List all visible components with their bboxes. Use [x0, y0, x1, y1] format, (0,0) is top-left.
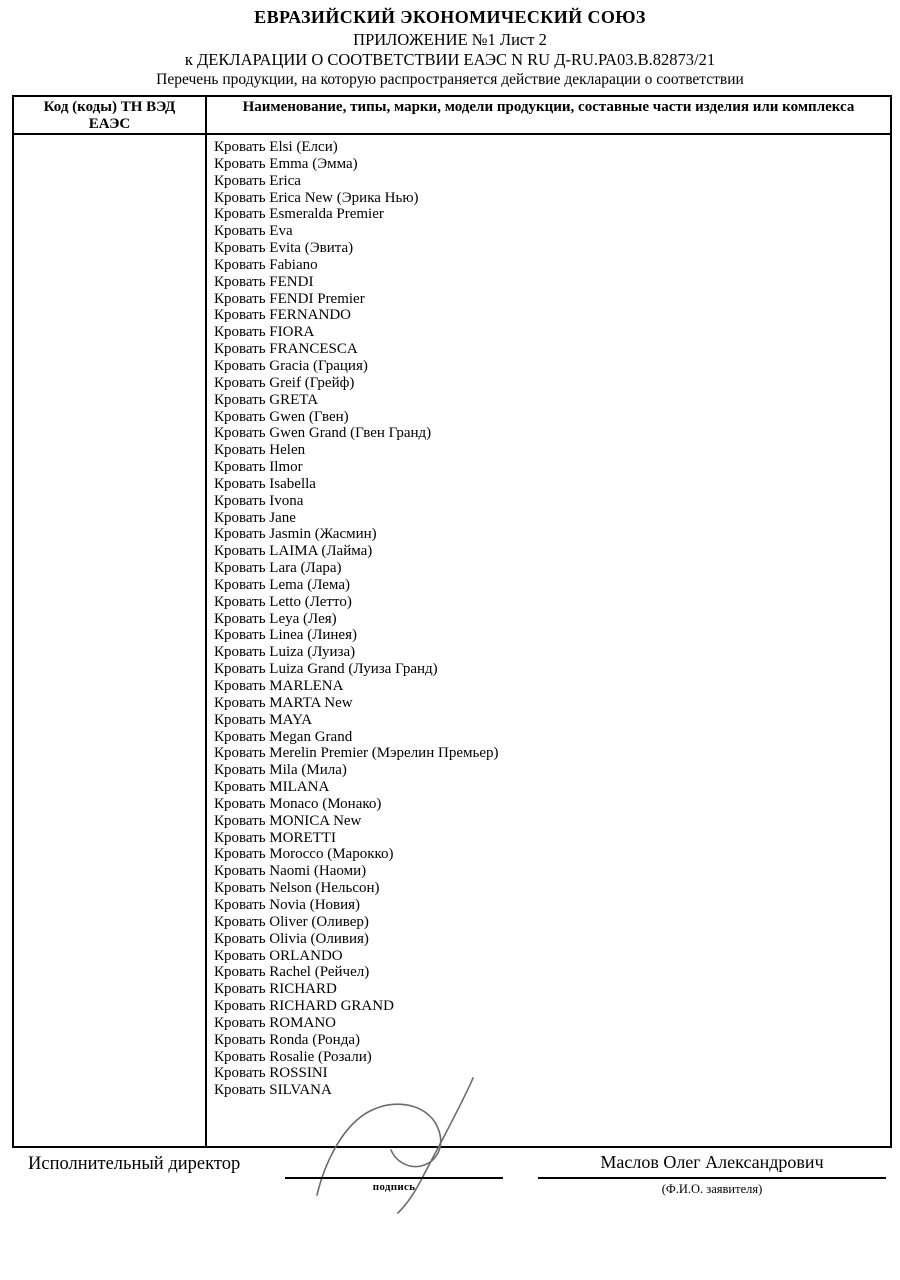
product-line: Кровать ROMANO	[214, 1014, 336, 1031]
signatory-position: Исполнительный директор	[28, 1154, 241, 1174]
col-header-name: Наименование, типы, марки, модели продукции, составные части изделия или комплекса	[242, 99, 855, 115]
product-line: Кровать FERNANDO	[214, 307, 351, 324]
product-line: Кровать Helen	[214, 442, 306, 459]
product-line: Кровать Monaco (Монако)	[214, 795, 382, 812]
product-line: Кровать Esmeralda Premier	[214, 206, 384, 223]
product-line: Кровать ORLANDO	[214, 947, 343, 964]
product-line: Кровать Erica	[214, 172, 301, 189]
product-line: Кровать ROSSINI	[214, 1065, 328, 1082]
product-line: Кровать Ivona	[214, 492, 304, 509]
product-line: Кровать RICHARD GRAND	[214, 998, 394, 1015]
appendix-title: ПРИЛОЖЕНИЕ №1 Лист 2	[353, 30, 547, 49]
signature-block	[285, 1177, 503, 1193]
col-header-code: Код (коды) ТН ВЭД ЕАЭС	[14, 97, 207, 133]
union-title: ЕВРАЗИЙСКИЙ ЭКОНОМИЧЕСКИЙ СОЮЗ	[254, 7, 646, 27]
product-line: Кровать Elsi (Елси)	[214, 139, 338, 155]
name-cell	[207, 135, 890, 1146]
applicant-name-caption: (Ф.И.О. заявителя)	[661, 1182, 763, 1196]
product-line: Кровать Lara (Лара)	[214, 560, 342, 577]
product-line: Кровать GRETA	[214, 391, 319, 408]
product-line: Кровать Rosalie (Розали)	[214, 1048, 372, 1065]
product-line: Кровать FIORA	[214, 324, 315, 341]
product-line: Кровать MARLENA	[214, 678, 344, 694]
product-line: Кровать Letto (Летто)	[214, 593, 352, 610]
product-line: Кровать Isabella	[214, 475, 316, 492]
product-line: Кровать LAIMA (Лайма)	[214, 543, 373, 560]
product-line: Кровать Novia (Новия)	[214, 896, 361, 913]
product-line: Кровать Olivia (Оливия)	[214, 930, 369, 947]
product-line: Кровать Luiza Grand (Луиза Гранд)	[214, 661, 438, 678]
product-line: Кровать SILVANA	[214, 1082, 332, 1099]
applicant-block	[538, 1151, 886, 1197]
signature-line	[285, 1177, 503, 1179]
product-line: Кровать Luiza (Луиза)	[214, 644, 356, 661]
product-line: Кровать Mila (Мила)	[214, 762, 347, 779]
document-header	[0, 6, 900, 90]
product-line: Кровать Linea (Линея)	[214, 627, 357, 644]
list-description: Перечень продукции, на которую распространяется действие декларации о соответствии	[156, 71, 744, 88]
code-cell	[14, 135, 207, 1146]
product-line: Кровать Evita (Эвита)	[214, 240, 354, 257]
product-line: Кровать FRANCESCA	[214, 341, 358, 358]
product-line: Кровать Merelin Premier (Мэрелин Премьер)	[214, 745, 499, 762]
product-line: Кровать Erica New (Эрика Нью)	[214, 189, 419, 206]
applicant-name-line	[538, 1177, 886, 1179]
product-line: Кровать Greif (Грейф)	[214, 374, 355, 391]
product-line: Кровать Emma (Эмма)	[214, 155, 358, 172]
product-line: Кровать FENDI	[214, 273, 314, 290]
product-line: Кровать Morocco (Марокко)	[214, 846, 394, 863]
product-line: Кровать MAYA	[214, 711, 313, 728]
table-body-row	[14, 135, 890, 1146]
product-line: Кровать MILANA	[214, 779, 330, 796]
product-line: Кровать Megan Grand	[214, 728, 353, 745]
product-list	[207, 135, 890, 1099]
product-line: Кровать Gracia (Грация)	[214, 357, 368, 374]
applicant-name: Маслов Олег Александрович	[600, 1152, 824, 1172]
product-line: Кровать Jane	[214, 509, 296, 526]
products-table	[12, 95, 892, 1148]
product-line: Кровать MARTA New	[214, 694, 353, 711]
product-line: Кровать Leya (Лея)	[214, 610, 337, 627]
product-line: Кровать RICHARD	[214, 981, 337, 998]
product-line: Кровать Nelson (Нельсон)	[214, 880, 380, 897]
product-line: Кровать Fabiano	[214, 256, 318, 273]
product-line: Кровать Eva	[214, 223, 293, 240]
product-line: Кровать Jasmin (Жасмин)	[214, 526, 377, 543]
product-line: Кровать Naomi (Наоми)	[214, 863, 367, 880]
product-line: Кровать Rachel (Рейчел)	[214, 964, 370, 981]
declaration-number: к ДЕКЛАРАЦИИ О СООТВЕТСТВИИ ЕАЭС N RU Д-RU.РА03.В.82873/21	[184, 50, 716, 69]
signature-caption: подпись	[372, 1181, 416, 1193]
product-line: Кровать FENDI Premier	[214, 290, 365, 307]
product-line: Кровать Ilmor	[214, 459, 303, 476]
product-line: Кровать Ronda (Ронда)	[214, 1031, 360, 1048]
product-line: Кровать Lema (Лема)	[214, 576, 350, 593]
product-line: Кровать MORETTI	[214, 829, 336, 846]
product-line: Кровать MONICA New	[214, 812, 362, 829]
product-line: Кровать Oliver (Оливер)	[214, 913, 369, 930]
product-line: Кровать Gwen Grand (Гвен Гранд)	[214, 425, 432, 442]
product-line: Кровать Gwen (Гвен)	[214, 408, 349, 425]
table-header-row	[14, 97, 890, 135]
